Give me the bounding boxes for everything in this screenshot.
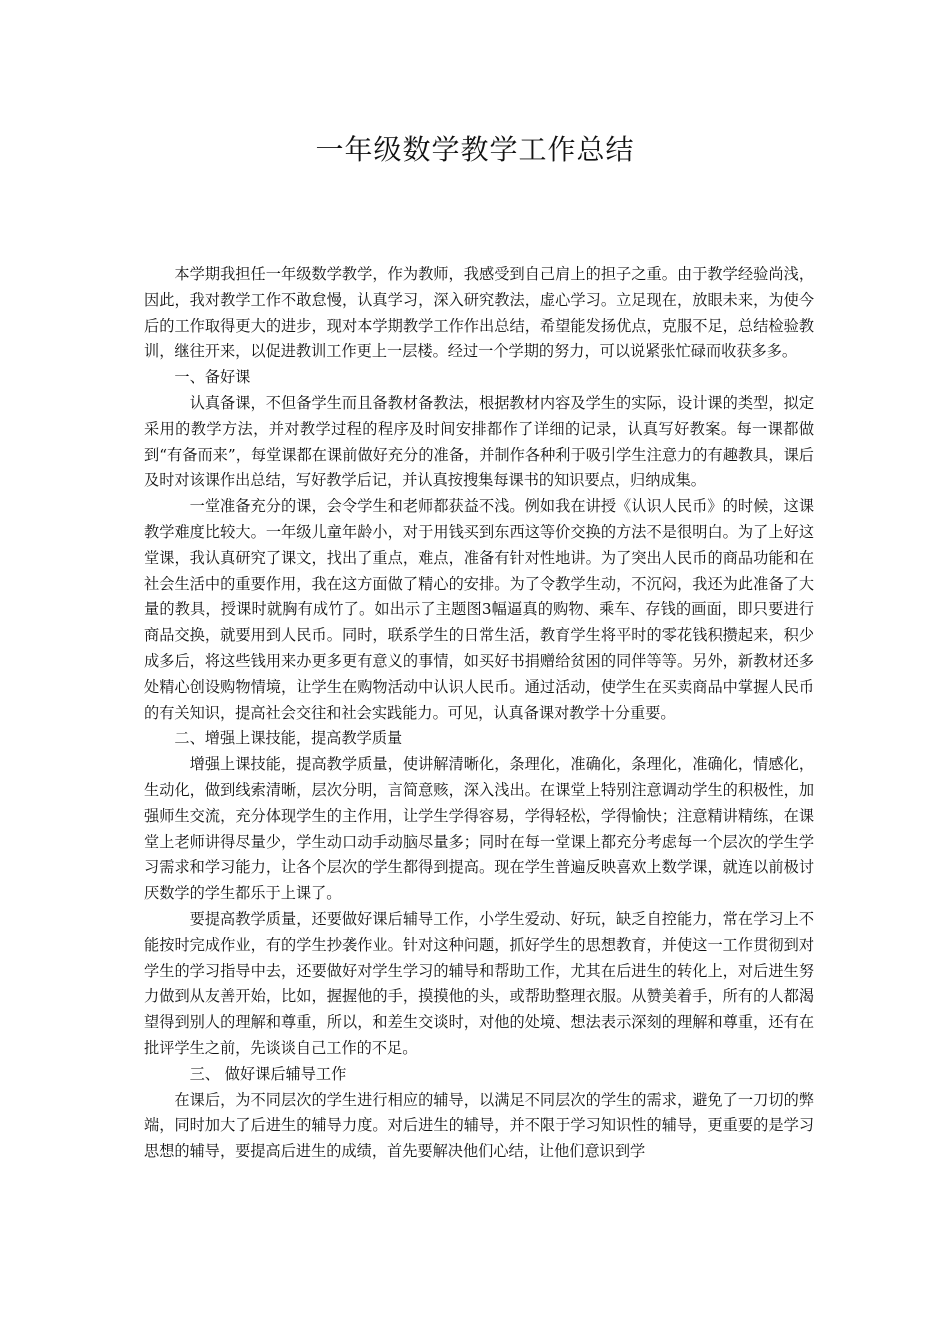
document-title: 一年级数学教学工作总结 [315,133,635,166]
section-2-paragraph-1: 增强上课技能，提高教学质量，使讲解清晰化，条理化，准确化，条理化，准确化，情感化，生动化，做到线索清晰，层次分明，言简意赅，深入浅出。在课堂上特别注意调动学生的积极性，加强师生交流，充分体现学生的主作用，让学生学得容易，学得轻松，学得愉快；注意精讲精练，在课堂上老师讲得尽量少，学生动口动手动脑尽量多；同时在每一堂课上都充分考虑每一个层次的学生学习需求和学习能力，让各个层次的学生都得到提高。现在学生普遍反映喜欢上数学课，就连以前极讨厌数学的学生都乐于上课了。 [144,755,814,903]
document-body [144,262,814,1165]
section-2-paragraph-2: 要提高教学质量，还要做好课后辅导工作，小学生爱动、好玩，缺乏自控能力，常在学习上不能按时完成作业，有的学生抄袭作业。针对这种问题，抓好学生的思想教育，并使这一工作贯彻到对学生的学习指导中去，还要做好对学生学习的辅导和帮助工作，尤其在后进生的转化上，对后进生努力做到从友善开始，比如，握握他的手，摸摸他的头，或帮助整理衣服。从赞美着手，所有的人都渴望得到别人的理解和尊重，所以，和差生交谈时，对他的处境、想法表示深刻的理解和尊重，还有在批评学生之前，先谈谈自己工作的不足。 [144,909,814,1057]
section-3-heading: 三、 做好课后辅导工作 [189,1064,347,1083]
section-1-paragraph-2: 一堂准备充分的课，会令学生和老师都获益不浅。例如我在讲授《认识人民币》的时候，这课教学难度比较大。一年级儿童年龄小，对于用钱买到东西这等价交换的方法不是很明白。为了上好这堂课，我认真研究了课文，找出了重点，难点，准备有针对性地讲。为了突出人民币的商品功能和在社会生活中的重要作用，我在这方面做了精心的安排。为了令教学生动，不沉闷，我还为此准备了大量的教具，授课时就胸有成竹了。如出示了主题图3幅逼真的购物、乘车、存钱的画面，即只要进行商品交换，就要用到人民币。同时，联系学生的日常生活，教育学生将平时的零花钱积攒起来，积少成多后，将这些钱用来办更多更有意义的事情，如买好书捐赠给贫困的同伴等等。另外，新教材还多处精心创设购物情境，让学生在购物活动中认识人民币。通过活动，使学生在买卖商品中掌握人民币的有关知识，提高社会交往和社会实践能力。可见，认真备课对教学十分重要。 [144,497,814,722]
section-1-heading: 一、备好课 [174,368,251,387]
section-2-heading: 二、增强上课技能，提高教学质量 [174,729,403,748]
section-3-paragraph-1: 在课后，为不同层次的学生进行相应的辅导，以满足不同层次的学生的需求，避免了一刀切的弊端，同时加大了后进生的辅导力度。对后进生的辅导，并不限于学习知识性的辅导，更重要的是学习思想的辅导，要提高后进生的成绩，首先要解决他们心结，让他们意识到学 [144,1090,814,1161]
section-1-paragraph-1: 认真备课，不但备学生而且备教材备教法，根据教材内容及学生的实际，设计课的类型，拟定采用的教学方法，并对教学过程的程序及时间安排都作了详细的记录，认真写好教案。每一课都做到“有备而来”，每堂课都在课前做好充分的准备，并制作各种利于吸引学生注意力的有趣教具，课后及时对该课作出总结，写好教学后记，并认真按搜集每课书的知识要点，归纳成集。 [144,393,814,490]
intro-paragraph: 本学期我担任一年级数学教学，作为教师，我感受到自己肩上的担子之重。由于教学经验尚浅，因此，我对教学工作不敢怠慢，认真学习，深入研究教法，虚心学习。立足现在，放眼未来，为使今后的工作取得更大的进步，现对本学期教学工作作出总结，希望能发扬优点，克服不足，总结检验教训，继往开来，以促进教训工作更上一层楼。经过一个学期的努力，可以说紧张忙碌而收获多多。 [144,265,814,361]
